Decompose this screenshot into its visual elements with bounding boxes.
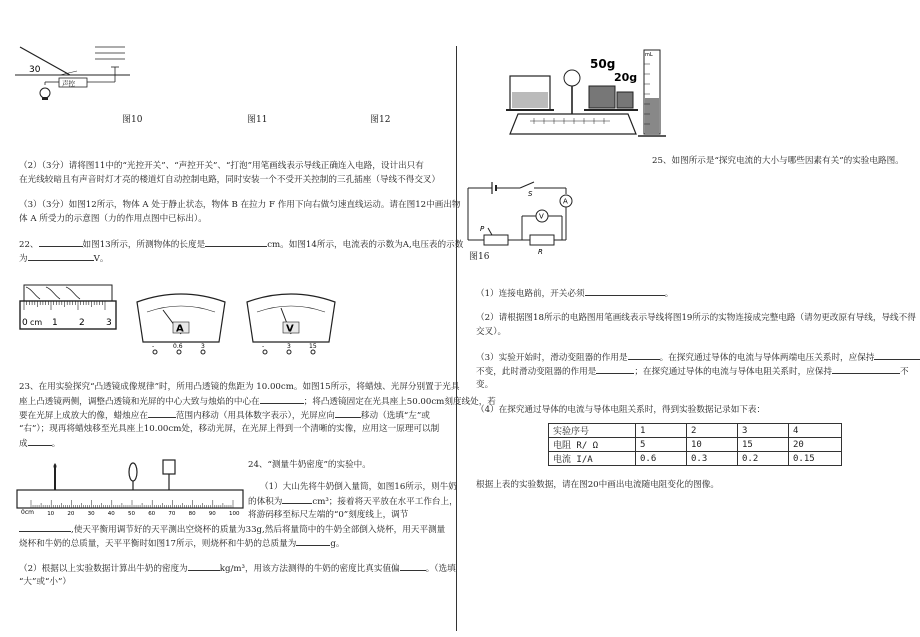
circuit-ammeter-label: A (563, 197, 568, 206)
q23-line3 (19, 408, 430, 423)
q23-line4: “右”）；现再将蜡烛移至光具座上10.00cm处，移动光屏，在光屏上得到一个清晰的实像，应用这一原理可以制 (19, 424, 440, 434)
ruler-tick-3: 3 (106, 318, 112, 328)
q23-blank-device[interactable] (28, 436, 52, 446)
weight-20g: 20g (614, 71, 638, 84)
table-row (549, 452, 842, 466)
fig10-diagram (15, 45, 145, 105)
q2-line2: 在光线较暗且有声音时灯才亮的楼道灯自动控制电路，同时安装一个不受开关控制的三孔插座（导线不得交叉） (19, 175, 441, 185)
fig11-label: 图11 (247, 115, 268, 125)
data-table (548, 423, 842, 466)
q24-text-1b: 的体积为 (248, 497, 283, 507)
q22-blank-length[interactable] (205, 237, 267, 247)
q25-4: （4）在探究通过导体的电流与导体电阻关系时，得到实验数据记录如下表： (476, 405, 766, 415)
balance-figure (504, 48, 672, 148)
bench-tick-label: 70 (168, 511, 176, 517)
q24-1-line3: 将游码移至标尺左端的“0”刻度线上，调节 (248, 510, 409, 520)
table-cell: 5 (636, 438, 687, 452)
q22-text-2a: 为 (19, 254, 28, 264)
q24-blank-bias[interactable] (400, 561, 426, 571)
ammeter-letter: A (176, 323, 184, 335)
q25-text-3c: 不变，此时滑动变阻器的作用是 (476, 367, 597, 377)
q25-text-3b: 。在探究通过导体的电流与导体两端电压关系时，应保持 (659, 353, 875, 363)
q24-1-line5 (19, 536, 344, 551)
q24-blank-volume[interactable] (282, 494, 312, 504)
q25-blank-rheostat-role-2[interactable] (596, 364, 634, 374)
fig10-switch-label: 声控 (62, 79, 75, 88)
q23-text-2b: ；将凸透镜固定在光具座上50.00cm刻度线处，若 (303, 397, 496, 407)
bench-tick-label: 30 (87, 511, 95, 517)
q25-blank-switch[interactable] (585, 286, 665, 296)
bench-tick-label: 80 (188, 511, 196, 517)
fig16-label: 图16 (469, 252, 490, 262)
q23-line1: 23、在用实验探究“凸透镜成像规律”时，所用凸透镜的焦距为 10.00cm。如图15所示，将蜡烛、光屏分别置于光具 (19, 382, 460, 392)
bench-tick-label: 50 (128, 511, 135, 517)
q25-2-line2: 交叉）。 (476, 327, 507, 337)
weight-50g: 50g (590, 57, 616, 71)
q25-3-line1 (476, 350, 920, 365)
q23-text-5b: 。 (51, 439, 61, 449)
q25-text-3d: ；在探究通过导体的电流与导体电阻关系时，应保持 (634, 367, 832, 377)
q3-line2: 体 A 所受力的示意图（力的作用点图中已标出）。 (19, 214, 207, 224)
q24-blank-adjust[interactable] (19, 522, 71, 532)
ruler-unit: cm (30, 318, 43, 327)
q22-blank-pre[interactable] (39, 237, 83, 247)
q23-blank-range[interactable] (148, 408, 176, 418)
q24-1-line1: （1）大山先将牛奶倒入量筒，如图16所示，则牛奶 (260, 482, 457, 492)
q24-text-1g: g。 (330, 539, 345, 549)
q24-1-line2 (248, 494, 458, 509)
voltmeter-terminal-3: 3 (287, 343, 291, 350)
q25-2-line1: （2）请根据图18所示的电路图用笔画线表示导线将图19所示的实物连接成完整电路（请勿更改原有导线，导线不得 (476, 313, 916, 323)
table-cell: 10 (687, 438, 738, 452)
table-cell: 20 (789, 438, 842, 452)
q23-text-3c: 移动（选填“左”或 (360, 411, 430, 421)
ammeter-terminal-3: 3 (201, 343, 205, 350)
ammeter-terminal-06: 0.6 (173, 343, 183, 350)
bench-tick-label: 20 (67, 511, 75, 517)
table-cell: 0.2 (738, 452, 789, 466)
q25-text-3e: 不 (900, 367, 909, 377)
q23-line5 (19, 436, 60, 451)
voltmeter-figure (243, 290, 339, 358)
q22-number: 22、 (19, 240, 39, 250)
table-row (549, 424, 842, 438)
q25-text-3a: （3）实验开始时，滑动变阻器的作用是 (476, 353, 628, 363)
q23-text-5a: 成 (19, 439, 28, 449)
bench-tick-label: 100 (229, 511, 240, 517)
q24-blank-density[interactable] (188, 561, 220, 571)
q25-text-1a: （1）连接电路前，开关必须 (476, 289, 585, 299)
ammeter-figure (133, 290, 229, 358)
ruler-figure (20, 283, 120, 331)
table-cell: 电流 I/A (549, 452, 636, 466)
q25-intro: 25、如图所示是“探究电流的大小与哪些因素有关”的实验电路图。 (652, 156, 904, 166)
q23-line2 (19, 394, 496, 409)
q24-text-2b: kg/m³，用该方法测得的牛奶的密度比真实值偏 (219, 564, 400, 574)
bench-tick-label: 60 (148, 511, 156, 517)
q24-2-line1 (19, 561, 456, 576)
q24-text-1e: ,使天平衡用调节好的天平测出空烧杯的质量为33g,然后将量筒中的牛奶全部倒入烧杯，用天平测量 (71, 525, 446, 535)
q25-text-1b: 。 (664, 289, 674, 299)
q22-line1 (19, 237, 463, 252)
ruler-tick-0: 0 (22, 318, 28, 328)
q23-text-3b: 范围内移动（用具体数字表示），光屏应向 (175, 411, 335, 421)
q3-line1: （3）（3分）如图12所示，物体 A 处于静止状态，物体 B 在拉力 F 作用下向右做匀速直线运动。请在图12中画出物 (19, 200, 461, 210)
optical-bench-figure (17, 462, 243, 518)
q25-blank-keep-1[interactable] (874, 350, 920, 360)
q23-text-3a: 要在光屏上成放大的像，蜡烛应在 (19, 411, 148, 421)
table-cell: 电阻 R/ Ω (549, 438, 636, 452)
ammeter-terminal-neg: - (152, 343, 155, 350)
q25-3-line2 (476, 364, 909, 379)
ruler-tick-1: 1 (52, 318, 58, 328)
bulb-icon (40, 88, 50, 98)
q2-line1: （2）（3分）请将图11中的“光控开关”、“声控开关”、“打泡”用笔画线表示导线正确连入电路，设计出只有 (19, 161, 424, 171)
circuit-figure (466, 180, 578, 256)
q25-blank-rheostat-role[interactable] (628, 350, 660, 360)
table-cell: 2 (687, 424, 738, 438)
q24-1-line4 (19, 522, 445, 537)
q23-blank-height[interactable] (260, 394, 304, 404)
q25-blank-keep-2[interactable] (832, 364, 900, 374)
table-cell: 0.6 (636, 452, 687, 466)
q24-blank-mass[interactable] (296, 536, 330, 546)
circuit-voltmeter-label: V (539, 212, 544, 221)
ruler-tick-2: 2 (79, 318, 85, 328)
q24-text-1f: 烧杯和牛奶的总质量，天平平衡时如图17所示，则烧杯和牛奶的总质量为 (19, 539, 297, 549)
table-cell: 15 (738, 438, 789, 452)
table-cell: 实验序号 (549, 424, 636, 438)
cylinder-unit: mL (645, 52, 653, 58)
circuit-resistor-label: R (538, 248, 543, 256)
table-cell: 1 (636, 424, 687, 438)
q25-after: 根据上表的实验数据，请在图20中画出电流随电阻变化的图像。 (476, 480, 719, 490)
bench-tick-label: 40 (107, 511, 115, 517)
q24-text-1c: cm³；接着将天平放在水平工作台上， (312, 497, 458, 507)
q24-2-line2: “大”或“小”） (19, 577, 71, 587)
bench-tick-label: 10 (47, 511, 55, 517)
q25-3-line3: 变。 (476, 380, 494, 390)
q23-blank-direction[interactable] (335, 408, 361, 418)
fig10-angle-label: 30 (29, 65, 41, 75)
q24-title: 24、“测量牛奶密度”的实验中。 (248, 460, 371, 470)
q22-line2 (19, 251, 108, 266)
q23-text-2: 座上凸透镜两侧，调整凸透镜和光屏的中心大致与烛焰的中心在 (19, 397, 260, 407)
fig12-label: 图12 (370, 115, 391, 125)
voltmeter-letter: V (286, 323, 294, 335)
q24-text-2c: 。（选填 (425, 564, 456, 574)
bench-tick-label: 90 (208, 511, 216, 517)
bench-unit: 0cm (21, 509, 34, 516)
circuit-rheostat-label: P (480, 225, 485, 233)
table-cell: 0.3 (687, 452, 738, 466)
q22-text-c: cm。如图14所示，电流表的示数为A,电压表的示数 (267, 240, 464, 250)
voltmeter-terminal-neg: - (262, 343, 265, 350)
q25-1 (476, 286, 673, 301)
q22-text-b: 如图13所示，所测物体的长度是 (82, 240, 206, 250)
q24-text-2a: （2）根据以上实验数据计算出牛奶的密度为 (19, 564, 188, 574)
circuit-switch-label: S (528, 190, 533, 198)
fig10-label: 图10 (122, 115, 143, 125)
table-cell: 0.15 (789, 452, 842, 466)
q22-text-2b: V。 (93, 254, 109, 264)
voltmeter-terminal-15: 15 (309, 343, 317, 350)
table-cell: 4 (789, 424, 842, 438)
column-divider (456, 46, 457, 631)
table-cell: 3 (738, 424, 789, 438)
table-row (549, 438, 842, 452)
q22-blank-voltage[interactable] (28, 251, 94, 261)
